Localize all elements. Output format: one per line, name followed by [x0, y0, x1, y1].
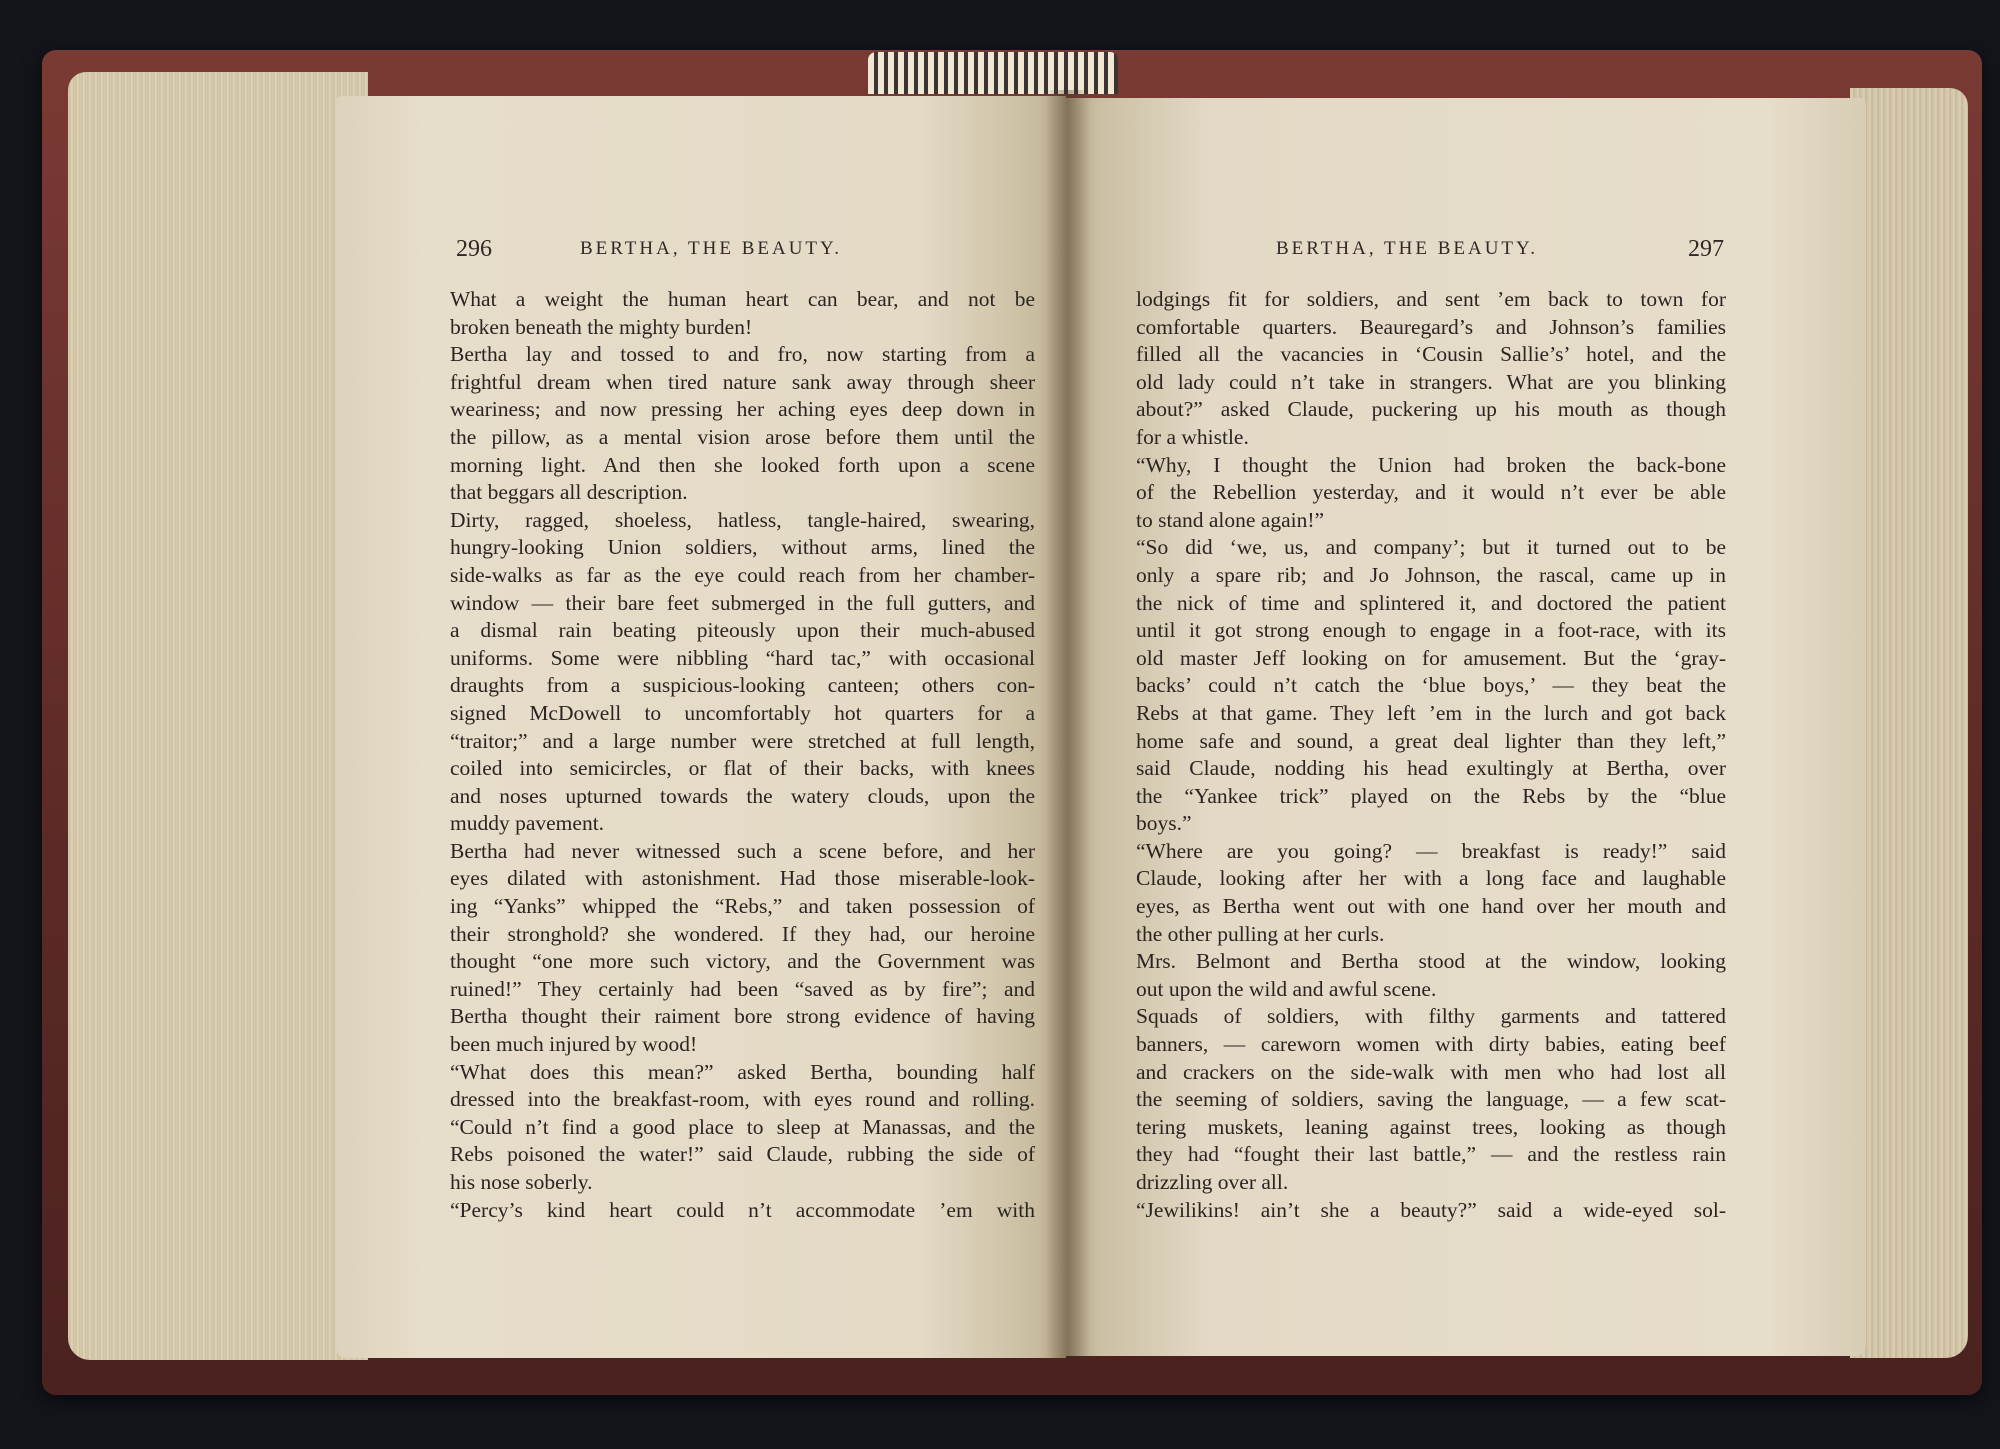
text-line: backs’ could n’t catch the ‘blue boys,’ — they beat the	[1136, 673, 1726, 698]
text-line: broken beneath the mighty burden!	[450, 314, 753, 339]
text-line: Rebs poisoned the water!” said Claude, rubbing the side of	[450, 1142, 1035, 1167]
text-line: What a weight the human heart can bear, and not be	[450, 287, 1035, 311]
text-line: ruined!” They certainly had been “saved as by fire”; and	[450, 976, 1035, 1001]
text-line: a dismal rain beating piteously upon their much-abused	[450, 618, 1035, 643]
text-line: and crackers on the side-walk with men who had lost all	[1136, 1059, 1726, 1084]
text-line: “Percy’s kind heart could n’t accommodate ’em with	[450, 1197, 1035, 1222]
text-line: eyes dilated with astonishment. Had those miserable-look-	[450, 866, 1035, 891]
text-line: out upon the wild and awful scene.	[1136, 976, 1437, 1001]
text-line: the “Yankee trick” played on the Rebs by the “blue	[1136, 783, 1726, 808]
text-line: his nose soberly.	[450, 1170, 593, 1194]
text-line: comfortable quarters. Beauregard’s and Johnson’s families	[1136, 314, 1726, 339]
text-line: eyes, as Bertha went out with one hand over her mouth and	[1136, 894, 1726, 919]
text-line: frightful dream when tired nature sank away through sheer	[450, 369, 1035, 394]
text-line: lodgings fit for soldiers, and sent ’em back to town for	[1136, 287, 1726, 311]
text-line: uniforms. Some were nibbling “hard tac,” with occasional	[450, 645, 1035, 670]
text-line: that beggars all description.	[450, 480, 688, 505]
text-line: signed McDowell to uncomfortably hot quarters for a	[450, 700, 1035, 725]
text-line: filled all the vacancies in ‘Cousin Sallie’s’ hotel, and the	[1136, 342, 1726, 367]
text-line: only a spare rib; and Jo Johnson, the rascal, came up in	[1136, 562, 1726, 587]
text-line: muddy pavement.	[450, 811, 605, 836]
text-line: boys.”	[1136, 811, 1192, 836]
text-line: old master Jeff looking on for amusement. But the ‘gray-	[1136, 645, 1726, 670]
text-line: “Could n’t find a good place to sleep at Manassas, and the	[450, 1114, 1035, 1139]
right-page-number: 297	[1688, 236, 1724, 262]
text-line: they had “fought their last battle,” — and the restless rain	[1136, 1142, 1726, 1167]
text-line: dressed into the breakfast-room, with eyes round and rolling.	[450, 1087, 1035, 1112]
text-line: “Jewilikins! ain’t she a beauty?” said a wide-eyed sol-	[1136, 1197, 1726, 1222]
text-line: old lady could n’t take in strangers. What are you blinking	[1136, 369, 1726, 394]
text-line: of the Rebellion yesterday, and it would n’t ever be able	[1136, 480, 1726, 505]
text-line: Dirty, ragged, shoeless, hatless, tangle-haired, swearing,	[450, 507, 1035, 532]
text-line: hungry-looking Union soldiers, without arms, lined the	[450, 535, 1035, 560]
text-line: drizzling over all.	[1136, 1170, 1289, 1194]
text-line: Squads of soldiers, with filthy garments and tattered	[1136, 1004, 1726, 1029]
text-line: their stronghold? she wondered. If they had, our heroine	[450, 921, 1035, 946]
text-line: “Why, I thought the Union had broken the back-bone	[1136, 452, 1726, 477]
text-line: been much injured by wood!	[450, 1032, 698, 1057]
text-line: Mrs. Belmont and Bertha stood at the window, looking	[1136, 949, 1726, 974]
text-line: for a whistle.	[1136, 424, 1249, 449]
left-page-body	[450, 286, 1035, 1224]
text-line: Claude, looking after her with a long face and laughable	[1136, 866, 1726, 891]
text-line: until it got strong enough to engage in a foot-race, with its	[1136, 618, 1726, 643]
text-line: Bertha lay and tossed to and fro, now starting from a	[450, 342, 1035, 367]
text-line: the pillow, as a mental vision arose before them until the	[450, 424, 1035, 449]
text-line: weariness; and now pressing her aching eyes deep down in	[450, 397, 1035, 422]
text-line: home safe and sound, a great deal lighter than they left,”	[1136, 728, 1726, 753]
text-line: the nick of time and splintered it, and doctored the patient	[1136, 590, 1726, 615]
text-line: and noses upturned towards the watery clouds, upon the	[450, 783, 1035, 808]
left-running-head: BERTHA, THE BEAUTY.	[580, 238, 843, 259]
page-edges-left	[68, 72, 368, 1360]
text-line: window — their bare feet submerged in the full gutters, and	[450, 590, 1035, 615]
text-line: coiled into semicircles, or flat of their backs, with knees	[450, 756, 1035, 781]
spine-headband	[868, 52, 1118, 94]
text-line: about?” asked Claude, puckering up his mouth as though	[1136, 397, 1726, 422]
book-gutter	[1046, 90, 1090, 1360]
text-line: said Claude, nodding his head exultingly at Bertha, over	[1136, 756, 1726, 781]
text-line: draughts from a suspicious-looking canteen; others con-	[450, 673, 1035, 698]
text-line: tering muskets, leaning against trees, looking as though	[1136, 1114, 1726, 1139]
text-line: “Where are you going? — breakfast is ready!” said	[1136, 838, 1726, 863]
page-edges-right	[1850, 88, 1968, 1358]
text-line: Bertha thought their raiment bore strong evidence of having	[450, 1004, 1035, 1029]
text-line: morning light. And then she looked forth upon a scene	[450, 452, 1035, 477]
text-line: to stand alone again!”	[1136, 507, 1325, 532]
text-line: the other pulling at her curls.	[1136, 921, 1385, 946]
text-line: Bertha had never witnessed such a scene before, and her	[450, 838, 1035, 863]
text-line: banners, — careworn women with dirty babies, eating beef	[1136, 1032, 1726, 1057]
text-line: Rebs at that game. They left ’em in the lurch and got back	[1136, 700, 1726, 725]
text-line: side-walks as far as the eye could reach from her chamber-	[450, 562, 1035, 587]
text-line: ing “Yanks” whipped the “Rebs,” and taken possession of	[450, 894, 1035, 919]
text-line: the seeming of soldiers, saving the language, — a few scat-	[1136, 1087, 1726, 1112]
left-page-number: 296	[456, 236, 492, 262]
right-page-body	[1136, 286, 1726, 1224]
text-line: “So did ‘we, us, and company’; but it turned out to be	[1136, 535, 1726, 560]
right-running-head: BERTHA, THE BEAUTY.	[1276, 238, 1539, 259]
text-line: “traitor;” and a large number were stretched at full length,	[450, 728, 1035, 753]
text-line: thought “one more such victory, and the Government was	[450, 949, 1035, 974]
text-line: “What does this mean?” asked Bertha, bounding half	[450, 1059, 1035, 1084]
